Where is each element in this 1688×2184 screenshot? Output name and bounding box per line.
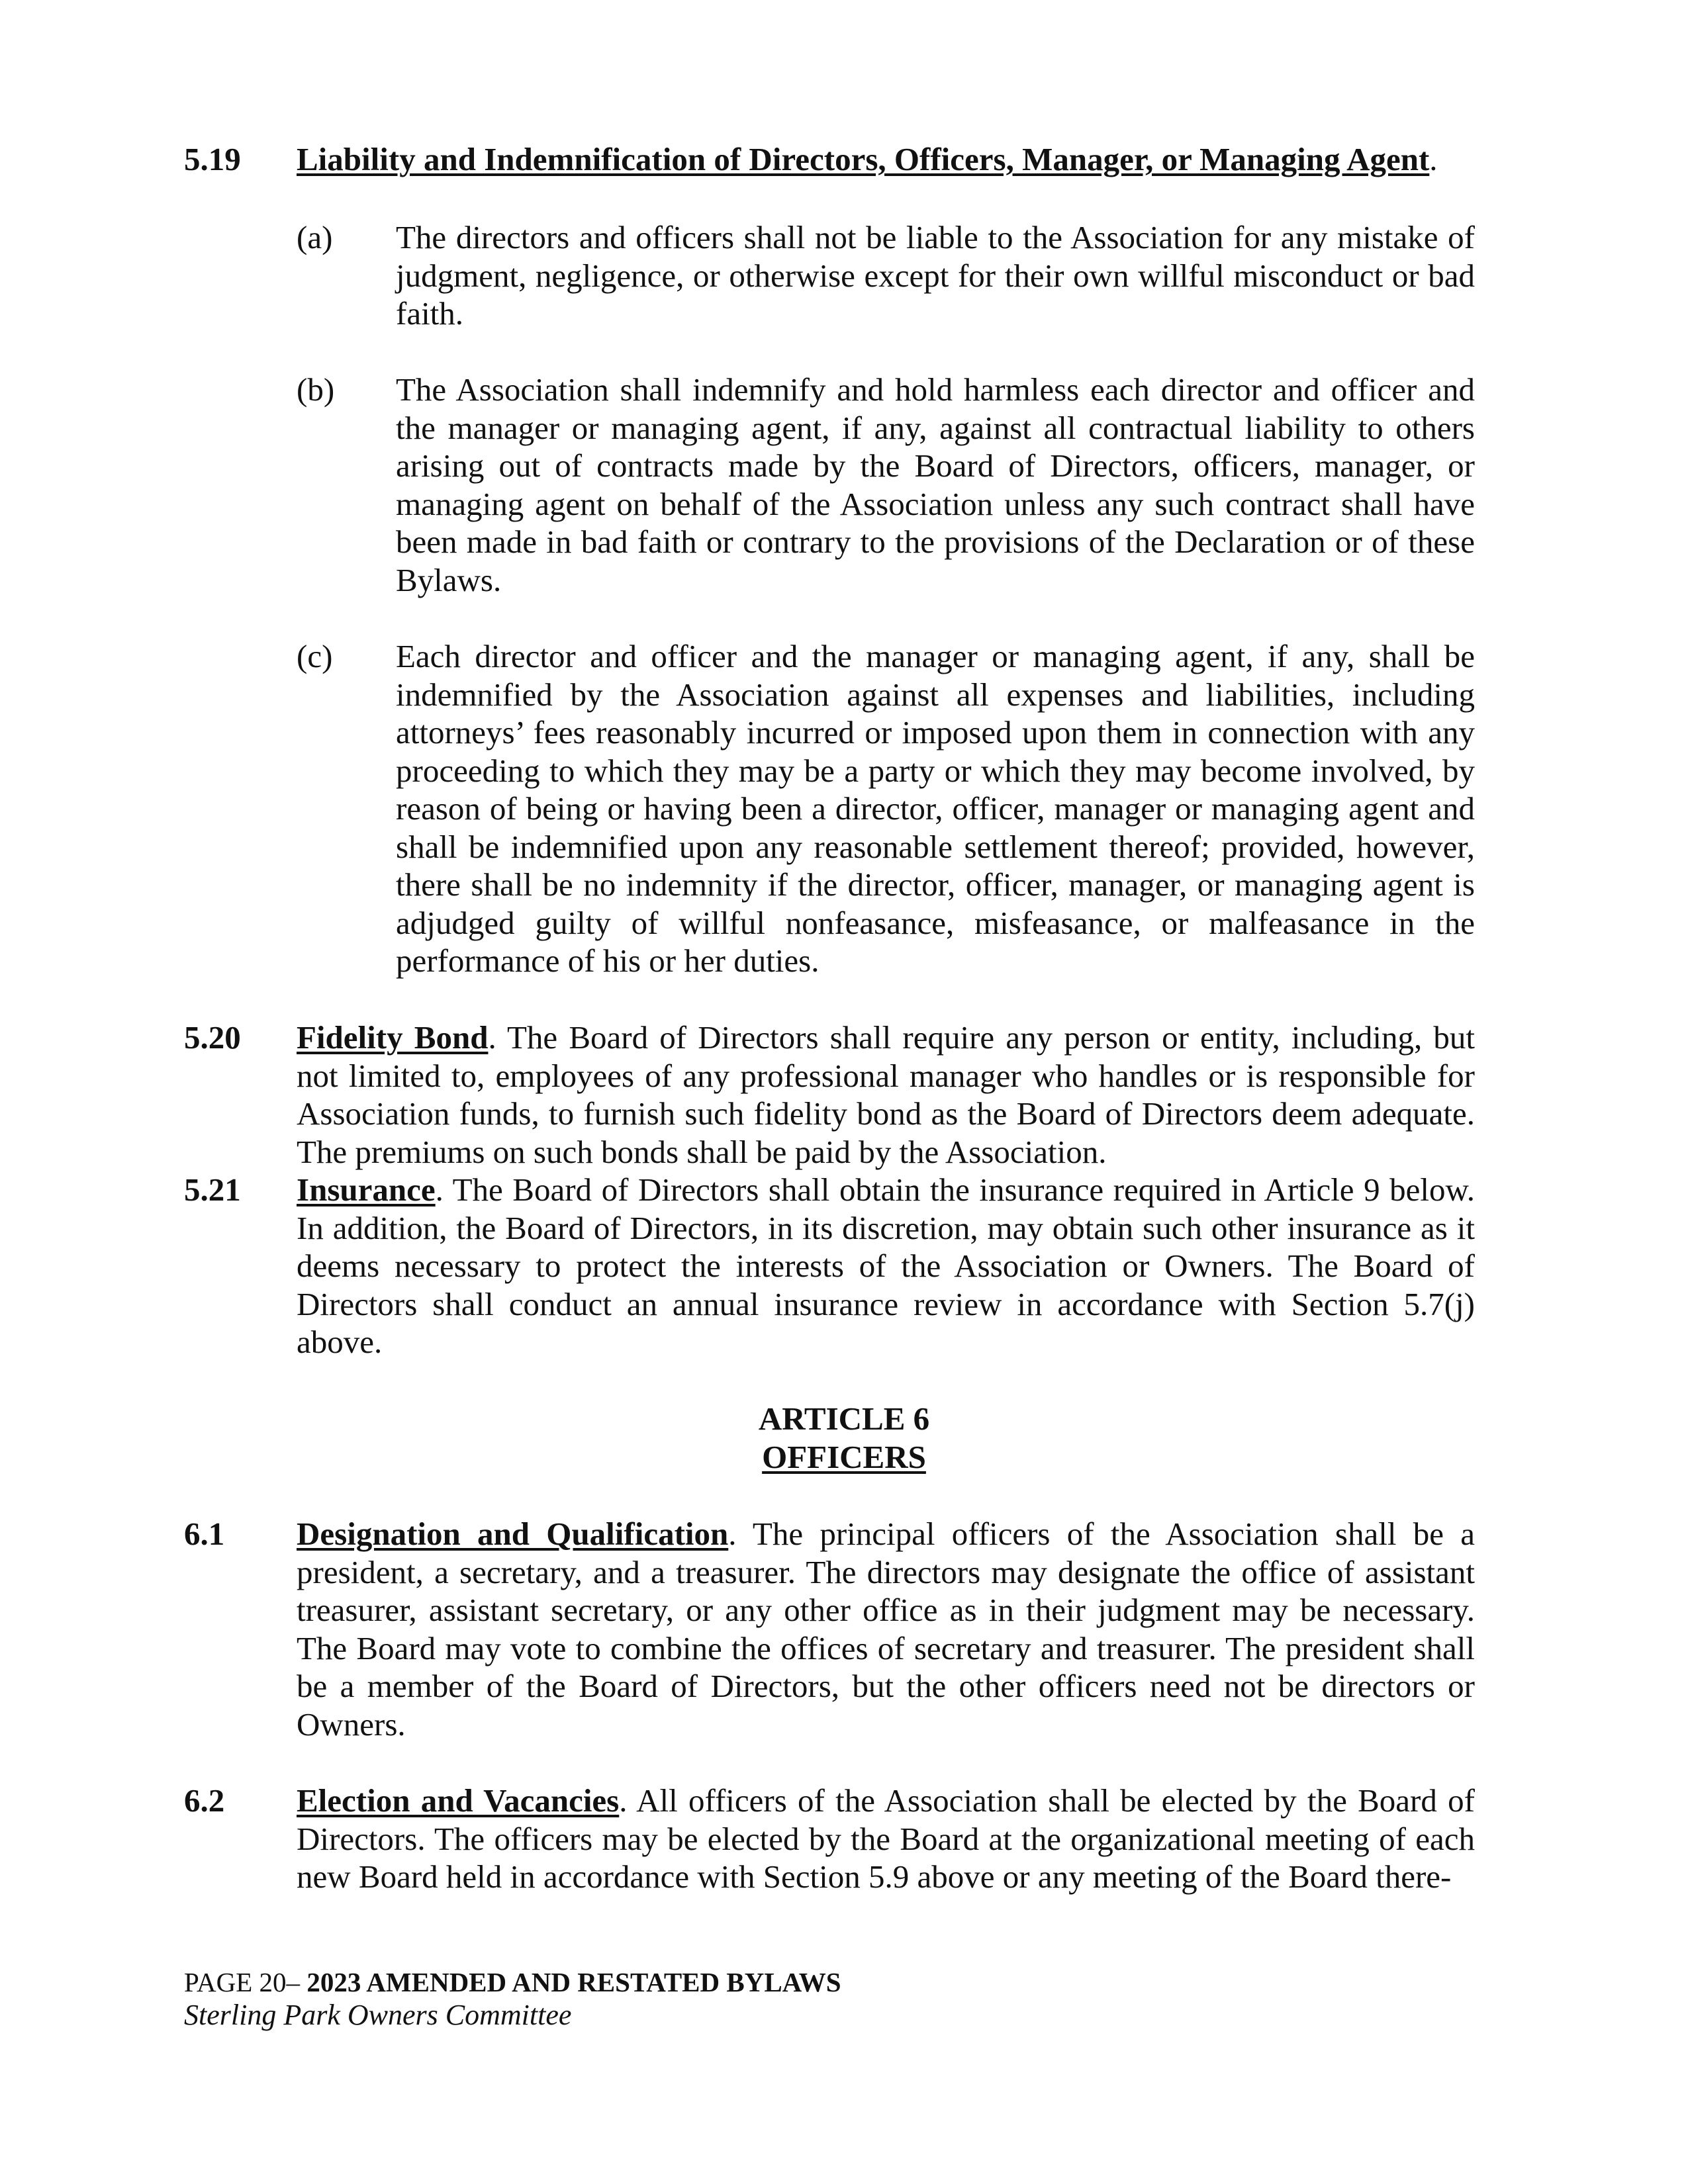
section-6-2 <box>184 1782 1475 1896</box>
page-footer <box>184 1966 841 2032</box>
section-5-20 <box>184 1019 1475 1171</box>
footer-document-title: 2023 AMENDED AND RESTATED BYLAWS <box>306 1967 841 1997</box>
section-title: Designation and Qualification <box>297 1516 729 1552</box>
section-title: Insurance <box>297 1171 436 1208</box>
section-heading <box>297 140 1475 179</box>
section-text: . The Board of Directors shall require any person or entity, including, but not limited to, employees of any professional manager who handles or is responsible for Association funds, to furnish such fidelity bond as the Board of Directors deem adequate. The premiums on such bonds shall be paid by the Association. <box>297 1019 1475 1170</box>
section-paragraph <box>297 1515 1475 1743</box>
clause-b <box>184 371 1475 599</box>
clause-label: (c) <box>297 638 333 674</box>
clause-c <box>184 637 1475 980</box>
article-title: OFFICERS <box>762 1438 926 1475</box>
section-paragraph <box>297 1782 1475 1896</box>
section-number: 5.21 <box>184 1171 241 1208</box>
section-paragraph <box>297 1171 1475 1361</box>
clause-a <box>184 218 1475 333</box>
section-number: 5.19 <box>184 141 241 177</box>
section-text: . The Board of Directors shall obtain the insurance required in Article 9 below. In addition, the Board of Directors, in its discretion, may obtain such other insurance as it deems necessary to protect the interests of the Association or Owners. The Board of Directors shall conduct an annual insurance review in accordance with Section 5.7(j) above. <box>297 1171 1475 1360</box>
clause-text: The Association shall indemnify and hold harmless each director and officer and the manager or managing agent, if any, against all contractual liability to others arising out of contracts made by the Board of Directors, officers, manager, or managing agent on behalf of the Association unless any such contract shall have been made in bad faith or contrary to the provisions of the Declaration or of these Bylaws. <box>396 371 1475 598</box>
section-title: Election and Vacancies <box>297 1782 620 1819</box>
section-title: Liability and Indemnification of Directors, Officers, Manager, or Managing Agent <box>297 141 1430 177</box>
article-heading <box>0 1400 1688 1476</box>
clause-text: Each director and officer and the manager or managing agent, if any, shall be indemnified by the Association against all expenses and liabilities, including attorneys’ fees reasonably incurred or imposed upon them in connection with any proceeding to which they may be a party or which they may become involved, by reason of being or having been a director, officer, manager or managing agent and shall be indemnified upon any reasonable settlement thereof; provided, however, there shall be no indemnity if the director, officer, manager, or managing agent is adjudged guilty of willful nonfeasance, misfeasance, or malfeasance in the performance of his or her duties. <box>396 638 1475 979</box>
section-number: 6.1 <box>184 1516 225 1552</box>
footer-page-label: PAGE 20– <box>184 1967 301 1997</box>
section-text: . The principal officers of the Association shall be a president, a secretary, and a treasurer. The directors may designate the office of assistant treasurer, assistant secretary, or any other office as in their judgment may be necessary. The Board may vote to combine the offices of secretary and treasurer. The president shall be a member of the Board of Directors, but the other officers need not be directors or Owners. <box>297 1516 1475 1743</box>
article-number: ARTICLE 6 <box>758 1400 930 1437</box>
section-5-19 <box>184 140 1475 179</box>
section-text: . All officers of the Association shall be elected by the Board of Directors. The officers may be elected by the Board at the organizational meeting of each new Board held in accordance with Section 5.9 above or any meeting of the Board there- <box>297 1782 1475 1895</box>
section-number: 6.2 <box>184 1782 225 1819</box>
section-6-1 <box>184 1515 1475 1743</box>
footer-committee: Sterling Park Owners Committee <box>184 1999 572 2031</box>
section-paragraph <box>297 1019 1475 1171</box>
clause-label: (a) <box>297 219 333 255</box>
section-number: 5.20 <box>184 1019 241 1056</box>
clause-label: (b) <box>297 371 335 408</box>
section-title: Fidelity Bond <box>297 1019 489 1056</box>
clause-text: The directors and officers shall not be liable to the Association for any mistake of judgment, negligence, or otherwise except for their own willful misconduct or bad faith. <box>396 219 1475 332</box>
section-5-21 <box>184 1171 1475 1361</box>
section-title-end: . <box>1429 141 1438 177</box>
